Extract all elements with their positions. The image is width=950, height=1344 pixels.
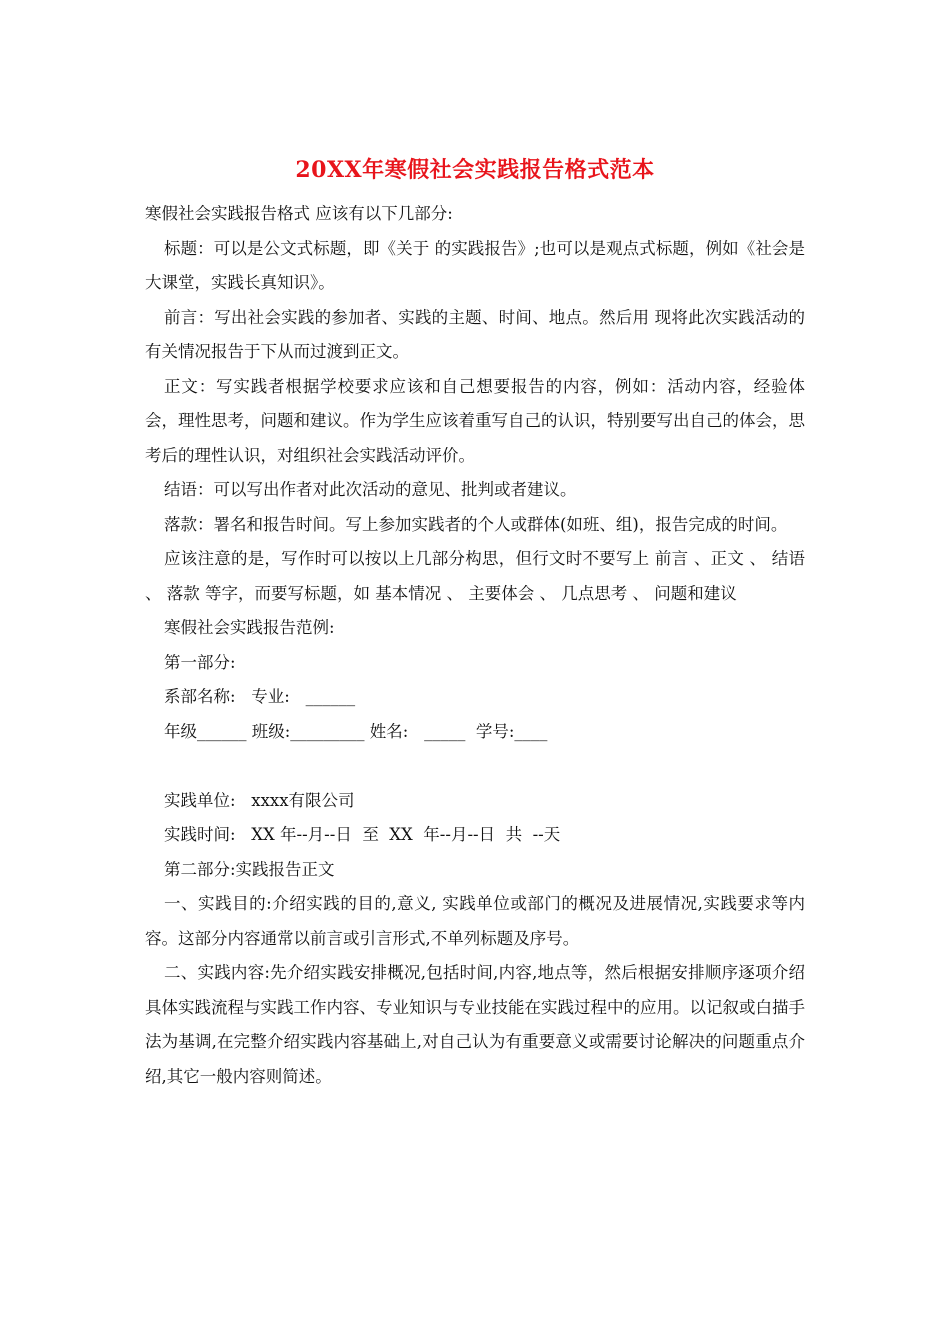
part-two-heading: 第二部分:实践报告正文 — [164, 859, 335, 879]
practice-unit-line: 实践单位: xxxx有限公司 — [164, 790, 355, 810]
practice-content-paragraph: 二、实践内容:先介绍实践安排概况,包括时间,内容,地点等，然后根据安排顺序逐项介绍具体实践流程与实践工作内容、专业知识与专业技能在实践过程中的应用。以记叙或白描手法为基调,在完整介绍实践内容基础上,对自己认为有重要意义或需要讨论解决的问题重点介绍,其它一般内容则简述。 — [145, 963, 805, 1086]
signature-section-paragraph: 落款：署名和报告时间。写上参加实践者的个人或群体(如班、组)，报告完成的时间。 — [164, 514, 788, 534]
intro-paragraph: 寒假社会实践报告格式 应该有以下几部分: — [145, 204, 453, 223]
document-body — [145, 197, 805, 1094]
title-section-paragraph: 标题：可以是公文式标题，即《关于 的实践报告》;也可以是观点式标题，例如《社会是大课堂，实践长真知识》。 — [145, 238, 805, 292]
blank-line — [145, 749, 805, 784]
grade-class-name-line: 年级______ 班级:_________ 姓名: _____ 学号:____ — [164, 721, 548, 741]
preface-section-paragraph: 前言：写出社会实践的参加者、实践的主题、时间、地点。然后用 现将此次实践活动的有关情况报告于下从而过渡到正文。 — [145, 307, 805, 361]
notice-paragraph: 应该注意的是，写作时可以按以上几部分构思，但行文时不要写上 前言 、正文 、 结语 、 落款 等字，而要写标题，如 基本情况 、 主要体会 、 几点思考 、 问题和建议 — [145, 549, 805, 603]
practice-purpose-paragraph: 一、实践目的:介绍实践的目的,意义, 实践单位或部门的概况及进展情况,实践要求等内容。这部分内容通常以前言或引言形式,不单列标题及序号。 — [145, 894, 805, 948]
practice-time-line: 实践时间: XX 年--月--日 至 XX 年--月--日 共 --天 — [164, 825, 561, 844]
document-title: 20XX年寒假社会实践报告格式范本 — [295, 157, 655, 183]
part-one-heading: 第一部分: — [164, 652, 236, 672]
main-text-section-paragraph: 正文：写实践者根据学校要求应该和自己想要报告的内容，例如：活动内容，经验体会，理性思考，问题和建议。作为学生应该着重写自己的认识，特别要写出自己的体会，思考后的理性认识，对组织社会实践活动评价。 — [145, 376, 805, 465]
example-heading: 寒假社会实践报告范例: — [164, 618, 335, 637]
department-major-line: 系部名称: 专业: ______ — [164, 687, 356, 706]
conclusion-section-paragraph: 结语：可以写出作者对此次活动的意见、批判或者建议。 — [164, 480, 577, 499]
